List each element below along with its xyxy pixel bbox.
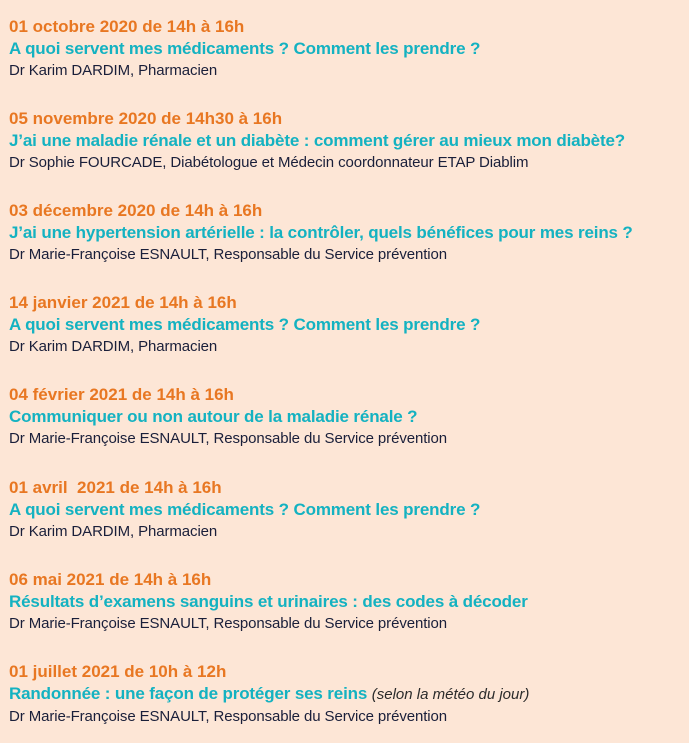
- session-title: [9, 38, 689, 60]
- session-item: [9, 292, 689, 358]
- session-date: 14 janvier 2021 de 14h à 16h: [9, 293, 237, 312]
- session-item: [9, 569, 689, 635]
- session-title-text: A quoi servent mes médicaments ? Comment les prendre ?: [9, 315, 481, 334]
- session-speaker: Dr Karim DARDIM, Pharmacien: [9, 62, 218, 79]
- session-date: 01 juillet 2021 de 10h à 12h: [9, 662, 227, 681]
- session-item: [9, 384, 689, 450]
- session-date: 05 novembre 2020 de 14h30 à 16h: [9, 109, 283, 128]
- session-title-text: J’ai une maladie rénale et un diabète : comment gérer au mieux mon diabète?: [9, 131, 626, 150]
- session-title: [9, 499, 689, 521]
- session-date: 01 avril 2021 de 14h à 16h: [9, 478, 222, 497]
- session-speaker: Dr Sophie FOURCADE, Diabétologue et Médecin coordonnateur ETAP Diablim: [9, 154, 529, 171]
- session-date: 01 octobre 2020 de 14h à 16h: [9, 17, 245, 36]
- session-title-text: A quoi servent mes médicaments ? Comment les prendre ?: [9, 500, 481, 519]
- session-title-text: Communiquer ou non autour de la maladie rénale ?: [9, 407, 418, 426]
- session-title-text: Randonnée : une façon de protéger ses reins: [9, 684, 372, 703]
- session-date: 06 mai 2021 de 14h à 16h: [9, 570, 212, 589]
- session-title: [9, 683, 689, 706]
- session-title: [9, 130, 689, 152]
- session-speaker: Dr Marie-Françoise ESNAULT, Responsable du Service prévention: [9, 430, 447, 447]
- session-title: [9, 314, 689, 336]
- session-speaker: Dr Marie-Françoise ESNAULT, Responsable du Service prévention: [9, 708, 447, 725]
- session-title: [9, 406, 689, 428]
- session-item: [9, 108, 689, 174]
- session-speaker: Dr Marie-Françoise ESNAULT, Responsable du Service prévention: [9, 246, 447, 263]
- session-title: [9, 591, 689, 613]
- session-note: (selon la météo du jour): [371, 686, 530, 703]
- session-item: [9, 661, 689, 728]
- session-title-text: Résultats d’examens sanguins et urinaires : des codes à décoder: [9, 592, 528, 611]
- session-item: [9, 200, 689, 266]
- session-title-text: J’ai une hypertension artérielle : la contrôler, quels bénéfices pour mes reins ?: [9, 223, 633, 242]
- session-speaker: Dr Karim DARDIM, Pharmacien: [9, 338, 218, 355]
- session-title: [9, 222, 689, 244]
- session-date: 03 décembre 2020 de 14h à 16h: [9, 201, 263, 220]
- session-date: 04 février 2021 de 14h à 16h: [9, 385, 234, 404]
- session-item: [9, 477, 689, 543]
- session-speaker: Dr Karim DARDIM, Pharmacien: [9, 523, 218, 540]
- session-speaker: Dr Marie-Françoise ESNAULT, Responsable du Service prévention: [9, 615, 447, 632]
- session-title-text: A quoi servent mes médicaments ? Comment les prendre ?: [9, 39, 481, 58]
- session-item: [9, 16, 689, 82]
